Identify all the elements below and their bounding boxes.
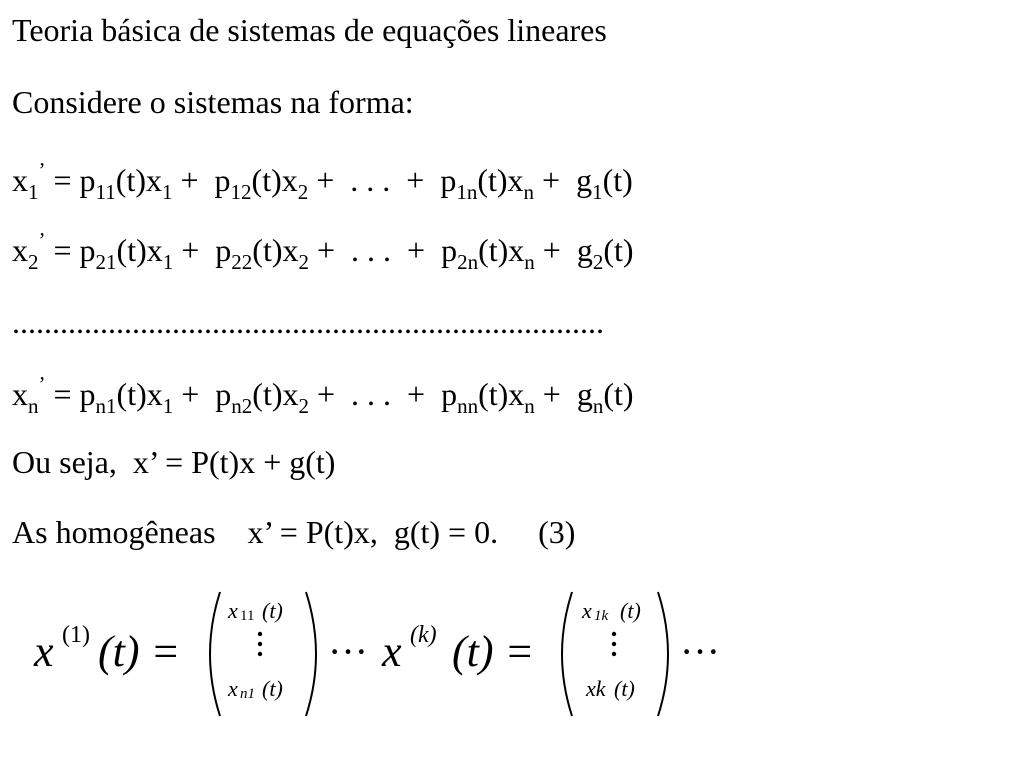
- equation-term: + . . . + p: [309, 376, 458, 412]
- equation-term: (t): [603, 232, 634, 268]
- equation-subscript: 1: [162, 250, 174, 274]
- equation-subscript: 11: [95, 180, 116, 204]
- xk-sup: (k): [410, 622, 437, 648]
- equation-term: + . . . + p: [308, 162, 457, 198]
- equation-term: + g: [534, 162, 593, 198]
- x1-bot-arg: (t): [262, 676, 283, 701]
- equation-subscript: n1: [95, 394, 117, 418]
- equation-term: + g: [534, 232, 593, 268]
- equation-1: [12, 160, 633, 203]
- trailing-dots: ···: [680, 629, 720, 674]
- equation-subscript: 2: [592, 250, 604, 274]
- equation-term: + . . . + p: [309, 232, 458, 268]
- equation-term: (t)x: [477, 162, 524, 198]
- lhs-variable: x: [12, 232, 28, 268]
- matrix-form: Ou seja, x’ = P(t)x + g(t): [12, 444, 336, 480]
- x1-bot-sub: n1: [240, 686, 255, 702]
- xk-bot-arg: (t): [614, 676, 635, 701]
- equation-term: (t)x: [478, 232, 525, 268]
- equation-subscript: 1: [161, 180, 173, 204]
- equation-subscript: 1: [162, 394, 174, 418]
- equation-term: + g: [534, 376, 593, 412]
- equation-subscript: nn: [457, 394, 479, 418]
- equation-term: + p: [172, 162, 231, 198]
- page-title: Teoria básica de sistemas de equações lineares: [12, 12, 607, 48]
- equation-term: = p: [45, 232, 96, 268]
- equation-term: + p: [173, 232, 232, 268]
- equation-subscript: 1n: [456, 180, 478, 204]
- equation-term: (t): [603, 376, 634, 412]
- x1-arg: (t) =: [98, 627, 181, 676]
- equation-term: (t)x: [116, 376, 163, 412]
- equation-term: (t)x: [252, 376, 299, 412]
- equation-term: = p: [45, 162, 96, 198]
- equation-term: (t)x: [478, 376, 525, 412]
- equation-subscript: 22: [231, 250, 253, 274]
- x1-top-arg: (t): [262, 598, 283, 623]
- equation-subscript: n: [523, 180, 535, 204]
- lhs-variable: x: [12, 162, 28, 198]
- homogeneous-form: As homogêneas x’ = P(t)x, g(t) = 0. (3): [12, 514, 576, 550]
- equation-term: (t)x: [115, 162, 162, 198]
- equation-subscript: 2: [297, 180, 309, 204]
- equation-subscript: 1: [592, 180, 603, 204]
- equation-term: (t)x: [252, 232, 299, 268]
- dots-separator: ..........................................................................: [12, 304, 604, 340]
- prime-mark: ’: [38, 228, 46, 252]
- equation-subscript: 2n: [457, 250, 479, 274]
- equation-subscript: 12: [230, 180, 252, 204]
- lhs-subscript: 2: [28, 250, 39, 274]
- equation-term: (t): [602, 162, 633, 198]
- equation-subscript: n: [592, 394, 604, 418]
- x1-top-var: x: [228, 598, 238, 623]
- x1-bot-var: x: [228, 676, 238, 701]
- equation-subscript: n2: [231, 394, 253, 418]
- prime-mark: ’: [38, 372, 46, 396]
- equation-term: (t)x: [251, 162, 298, 198]
- x1-var: x: [34, 627, 54, 676]
- xk-bot-var: xk: [586, 676, 606, 701]
- equation-subscript: 21: [95, 250, 117, 274]
- lhs-subscript: n: [28, 394, 39, 418]
- xk-top-arg: (t): [620, 598, 641, 623]
- xk-arg: (t) =: [452, 627, 535, 676]
- lhs-variable: x: [12, 376, 28, 412]
- xk-top-sub: 1k: [594, 608, 609, 624]
- lhs-subscript: 1: [28, 180, 39, 204]
- equation-subscript: n: [524, 250, 535, 274]
- prime-mark: ’: [38, 158, 46, 182]
- x1-top-sub: 11: [240, 608, 255, 624]
- xk-var: x: [382, 627, 402, 676]
- equation-subscript: n: [524, 394, 535, 418]
- intro-text: Considere o sistemas na forma:: [12, 84, 414, 120]
- x1-sup: (1): [62, 622, 90, 648]
- equation-n: [12, 374, 634, 417]
- equation-subscript: 2: [298, 250, 309, 274]
- equation-term: = p: [45, 376, 96, 412]
- equation-subscript: 2: [298, 394, 309, 418]
- equation-2: [12, 230, 634, 273]
- xk-top-var: x: [582, 598, 592, 623]
- equation-term: + p: [173, 376, 232, 412]
- between-dots: ···: [328, 629, 368, 674]
- equation-term: (t)x: [116, 232, 163, 268]
